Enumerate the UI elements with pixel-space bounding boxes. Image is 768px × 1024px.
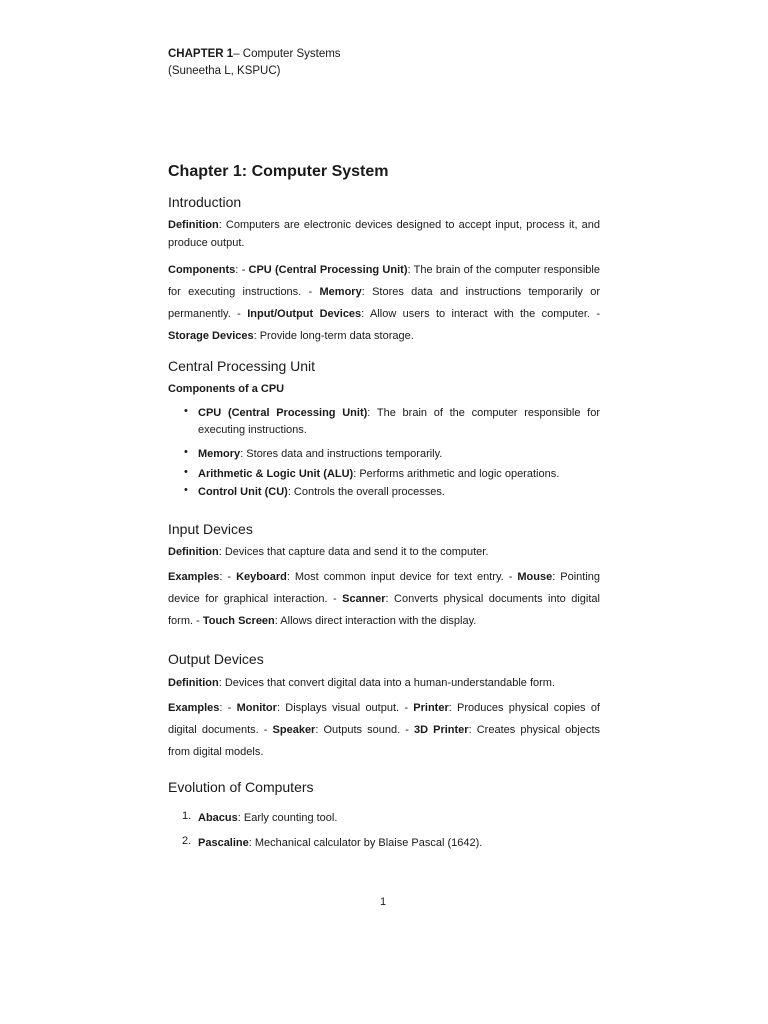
memory-text: : Stores data and instructions temporarily or permanently. - <box>168 286 600 320</box>
definition-term: Definition <box>168 219 219 231</box>
evolution-heading: Evolution of Computers <box>168 779 314 795</box>
bullet-term: CPU (Central Processing Unit) <box>198 407 368 419</box>
examples-term: Examples <box>168 702 220 714</box>
printer-term: Printer <box>413 702 449 714</box>
list-term: Abacus <box>198 812 238 824</box>
introduction-definition <box>168 216 600 252</box>
list-item <box>198 466 559 482</box>
io-text: : Allow users to interact with the computer. - <box>361 308 600 320</box>
bullet-term: Memory <box>198 448 241 460</box>
list-text: : Early counting tool. <box>237 812 338 824</box>
speaker-text: : Outputs sound. - <box>315 724 414 736</box>
scanner-term: Scanner <box>342 593 386 605</box>
3d-printer-text: : Creates physical objects from digital models. <box>168 724 601 758</box>
bullet-text: : Stores data and instructions temporarily. <box>240 448 443 460</box>
page-number: 1 <box>380 896 387 908</box>
components-separator: : - <box>235 264 249 276</box>
header-chapter-label: CHAPTER 1 <box>168 48 234 60</box>
input-examples <box>168 566 600 632</box>
io-term: Input/Output Devices <box>247 308 362 320</box>
list-text: : Mechanical calculator by Blaise Pascal (1642). <box>248 837 483 849</box>
cpu-subheading: Components of a CPU <box>168 383 285 395</box>
monitor-text: : Displays visual output. - <box>276 702 414 714</box>
bullet-dot: • <box>184 446 188 458</box>
cpu-text: : The brain of the computer responsible for executing instructions. - <box>168 264 600 298</box>
list-item <box>198 405 600 439</box>
list-number: 1. <box>182 810 192 822</box>
storage-text: : Provide long-term data storage. <box>253 330 414 342</box>
bullet-text: : Controls the overall processes. <box>287 486 445 498</box>
mouse-text: : Pointing device for graphical interaction. - <box>168 571 600 605</box>
definition-term: Definition <box>168 546 219 558</box>
mouse-term: Mouse <box>517 571 553 583</box>
output-definition <box>168 675 555 691</box>
output-devices-heading: Output Devices <box>168 651 264 667</box>
definition-text: : Devices that capture data and send it to the computer. <box>218 546 489 558</box>
running-header <box>168 46 341 62</box>
scanner-text: : Converts physical documents into digital form. - <box>168 593 600 627</box>
bullet-dot: • <box>184 484 188 496</box>
list-item <box>198 484 445 500</box>
definition-text: : Computers are electronic devices designed to accept input, process it, and produce output. <box>168 219 600 249</box>
keyboard-text: : Most common input device for text entry. - <box>286 571 518 583</box>
examples-separator: : - <box>219 571 237 583</box>
storage-term: Storage Devices <box>168 330 254 342</box>
components-term: Components <box>168 264 236 276</box>
list-term: Pascaline <box>198 837 249 849</box>
list-item <box>198 810 337 826</box>
list-item <box>198 835 482 851</box>
touch-screen-text: : Allows direct interaction with the display. <box>274 615 477 627</box>
chapter-title: Chapter 1: Computer System <box>168 163 389 180</box>
touch-screen-term: Touch Screen <box>202 615 275 627</box>
bullet-term: Arithmetic & Logic Unit (ALU) <box>198 468 354 480</box>
input-definition <box>168 544 488 560</box>
examples-separator: : - <box>219 702 237 714</box>
header-chapter-title: – Computer Systems <box>233 48 341 60</box>
definition-term: Definition <box>168 677 219 689</box>
input-devices-heading: Input Devices <box>168 521 253 537</box>
memory-term: Memory <box>319 286 362 298</box>
3d-printer-term: 3D Printer <box>413 724 469 736</box>
bullet-term: Control Unit (CU) <box>198 486 288 498</box>
bullet-text: : The brain of the computer responsible for executing instructions. <box>198 407 601 436</box>
header-author: (Suneetha L, KSPUC) <box>168 65 281 77</box>
list-number: 2. <box>182 835 192 847</box>
bullet-text: : Performs arithmetic and logic operations. <box>353 468 560 480</box>
printer-text: : Produces physical copies of digital documents. - <box>168 702 600 736</box>
examples-term: Examples <box>168 571 220 583</box>
bullet-dot: • <box>184 405 188 417</box>
output-examples <box>168 697 600 763</box>
cpu-heading: Central Processing Unit <box>168 358 316 374</box>
monitor-term: Monitor <box>236 702 277 714</box>
bullet-dot: • <box>184 466 188 478</box>
cpu-term: CPU (Central Processing Unit) <box>248 264 408 276</box>
introduction-heading: Introduction <box>168 194 242 210</box>
definition-text: : Devices that convert digital data into a human-understandable form. <box>218 677 556 689</box>
keyboard-term: Keyboard <box>236 571 287 583</box>
introduction-components <box>168 259 600 347</box>
speaker-term: Speaker <box>272 724 316 736</box>
list-item <box>198 446 442 462</box>
